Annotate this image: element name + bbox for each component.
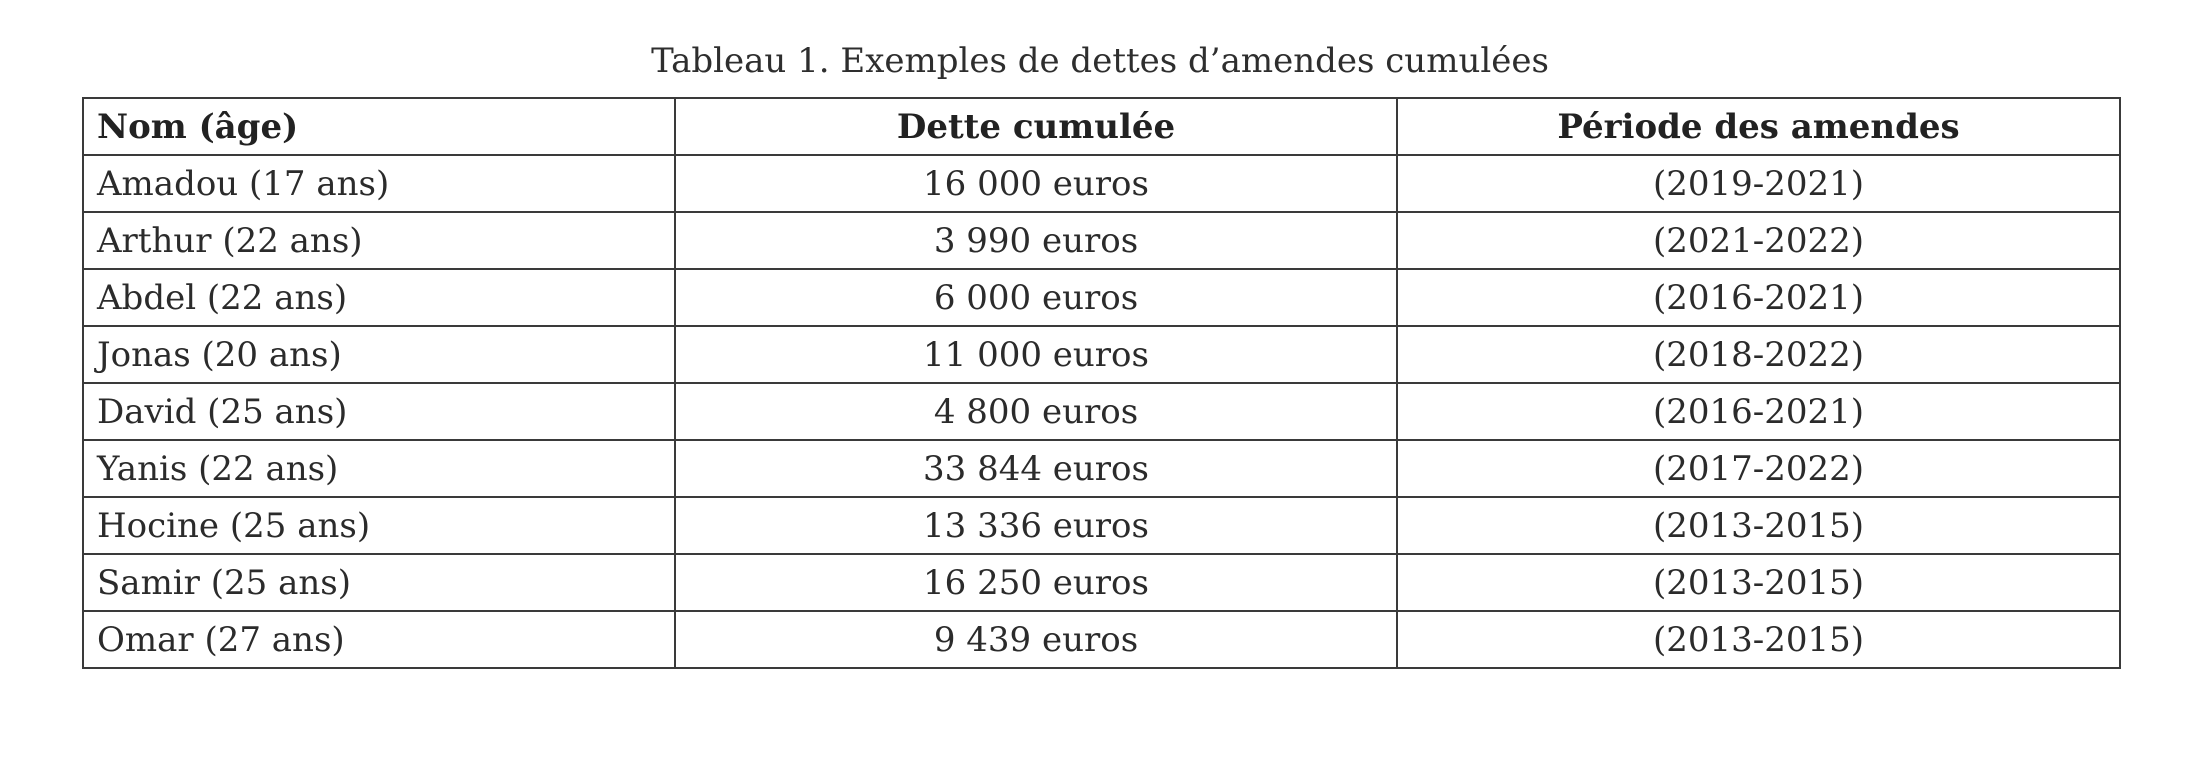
cell-period: (2013-2015) xyxy=(1397,497,2120,554)
table-row xyxy=(83,497,2120,554)
cell-name-age: Hocine (25 ans) xyxy=(83,497,675,554)
table-caption: Tableau 1. Exemples de dettes d’amendes cumulées xyxy=(651,41,1549,81)
table-row xyxy=(83,554,2120,611)
cell-debt: 3 990 euros xyxy=(675,212,1397,269)
cell-debt: 6 000 euros xyxy=(675,269,1397,326)
cell-period: (2017-2022) xyxy=(1397,440,2120,497)
cell-name-age: Abdel (22 ans) xyxy=(83,269,675,326)
cell-period: (2019-2021) xyxy=(1397,155,2120,212)
cell-period: (2016-2021) xyxy=(1397,383,2120,440)
header-fine-period: Période des amendes xyxy=(1397,98,2120,155)
cell-debt: 9 439 euros xyxy=(675,611,1397,668)
header-cumulative-debt: Dette cumulée xyxy=(675,98,1397,155)
cell-name-age: Amadou (17 ans) xyxy=(83,155,675,212)
debt-table xyxy=(82,97,2121,669)
table-row xyxy=(83,611,2120,668)
table-row xyxy=(83,212,2120,269)
header-name-age: Nom (âge) xyxy=(83,98,675,155)
cell-name-age: Omar (27 ans) xyxy=(83,611,675,668)
table-row xyxy=(83,269,2120,326)
table-row xyxy=(83,326,2120,383)
cell-period: (2013-2015) xyxy=(1397,554,2120,611)
cell-period: (2013-2015) xyxy=(1397,611,2120,668)
cell-name-age: Jonas (20 ans) xyxy=(83,326,675,383)
cell-period: (2021-2022) xyxy=(1397,212,2120,269)
cell-period: (2016-2021) xyxy=(1397,269,2120,326)
cell-debt: 16 250 euros xyxy=(675,554,1397,611)
table-row xyxy=(83,440,2120,497)
cell-period: (2018-2022) xyxy=(1397,326,2120,383)
cell-name-age: David (25 ans) xyxy=(83,383,675,440)
cell-debt: 16 000 euros xyxy=(675,155,1397,212)
cell-name-age: Arthur (22 ans) xyxy=(83,212,675,269)
table-body xyxy=(83,155,2120,668)
cell-debt: 11 000 euros xyxy=(675,326,1397,383)
table-row xyxy=(83,155,2120,212)
cell-debt: 13 336 euros xyxy=(675,497,1397,554)
cell-name-age: Yanis (22 ans) xyxy=(83,440,675,497)
cell-debt: 4 800 euros xyxy=(675,383,1397,440)
table-row xyxy=(83,383,2120,440)
header-row xyxy=(83,98,2120,155)
cell-name-age: Samir (25 ans) xyxy=(83,554,675,611)
table-header xyxy=(83,98,2120,155)
cell-debt: 33 844 euros xyxy=(675,440,1397,497)
